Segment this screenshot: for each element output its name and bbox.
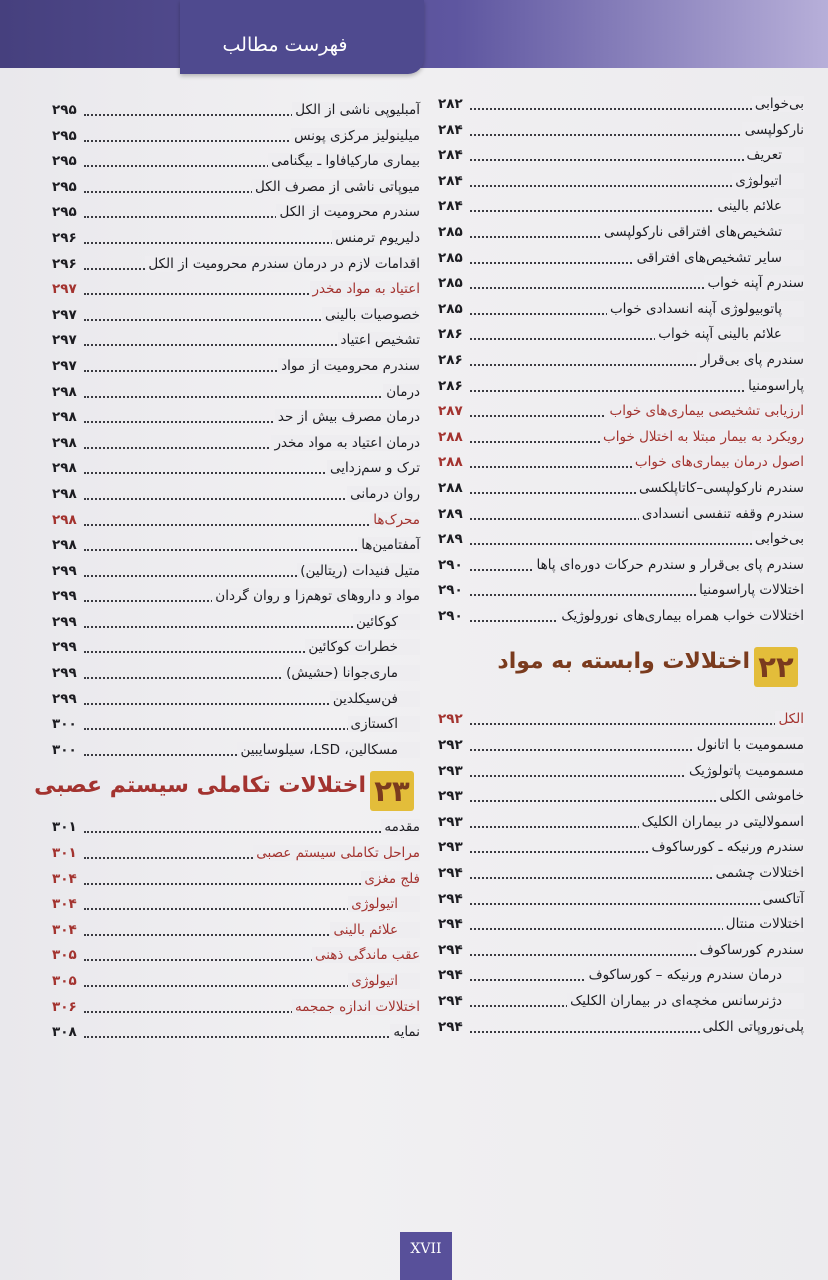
toc-entry <box>438 963 804 989</box>
toc-entry-title: نارکولپسی <box>742 122 804 138</box>
toc-entry-page: ۲۸۹ <box>438 531 463 548</box>
toc-entry-page: ۲۹۴ <box>438 1018 463 1035</box>
toc-entry <box>438 707 804 733</box>
toc-entry-title: سندرم محرومیت از الکل <box>276 204 420 220</box>
toc-list-sleep <box>438 92 804 629</box>
toc-entry-page: ۲۹۶ <box>52 255 77 272</box>
toc-entry-page: ۲۹۹ <box>52 613 77 630</box>
toc-entry <box>52 226 420 252</box>
toc-entry <box>52 584 420 610</box>
toc-entry-title: کوکائین <box>353 614 420 630</box>
toc-entry-title: بیماری مارکیافاوا ـ بیگنامی <box>268 153 420 169</box>
toc-entry-page: ۳۰۴ <box>52 896 77 913</box>
toc-entry <box>438 912 804 938</box>
toc-entry-page: ۲۸۷ <box>438 403 463 420</box>
toc-entry <box>438 271 804 297</box>
toc-entry-title: اتیولوژی <box>348 973 420 989</box>
toc-entry <box>438 578 804 604</box>
toc-entry-page: ۲۸۸ <box>438 479 463 496</box>
chapter-number: ۲۳ <box>370 771 414 811</box>
toc-entry <box>52 892 420 918</box>
toc-entry-title: الکل <box>775 711 804 727</box>
toc-entry-page: ۲۸۵ <box>438 223 463 240</box>
toc-entry-title: اسمولالیتی در بیماران الکلیک <box>639 814 804 830</box>
toc-entry-title: اختلالات منتال <box>723 916 804 932</box>
toc-entry-title: علائم بالینی <box>330 922 420 938</box>
toc-entry-title: مسمومیت پاتولوژیک <box>686 763 804 779</box>
toc-entry-page: ۲۸۶ <box>438 377 463 394</box>
toc-entry <box>52 1020 420 1046</box>
toc-entry-title: میلینولیز مرکزی پونس <box>291 128 420 144</box>
toc-entry-title: ارزیابی تشخیصی بیماری‌های خواب <box>606 403 804 419</box>
toc-entry-page: ۲۸۹ <box>438 505 463 522</box>
toc-entry-page: ۲۸۴ <box>438 172 463 189</box>
toc-entry-title: درمان اعتیاد به مواد مخدر <box>271 435 420 451</box>
toc-entry-page: ۲۸۵ <box>438 275 463 292</box>
toc-entry <box>52 354 420 380</box>
toc-entry-title: اقدامات لازم در درمان سندرم محرومیت از الکل <box>145 256 420 272</box>
toc-entry <box>52 124 420 150</box>
toc-entry-title: میوپاتی ناشی از مصرف الکل <box>252 179 420 195</box>
toc-entry <box>438 502 804 528</box>
toc-entry <box>52 405 420 431</box>
toc-list-developmental <box>52 815 420 1045</box>
toc-entry <box>438 835 804 861</box>
toc-entry <box>52 149 420 175</box>
toc-entry-page: ۲۹۶ <box>52 229 77 246</box>
toc-entry-page: ۲۹۷ <box>52 306 77 323</box>
toc-entry-page: ۲۹۸ <box>52 485 77 502</box>
toc-entry-page: ۲۹۳ <box>438 762 463 779</box>
toc-entry-page: ۲۹۸ <box>52 460 77 477</box>
toc-entry <box>52 815 420 841</box>
toc-entry <box>52 559 420 585</box>
toc-entry <box>52 380 420 406</box>
toc-entry-page: ۲۹۹ <box>52 562 77 579</box>
toc-entry-title: سندرم کورساکوف <box>697 942 804 958</box>
toc-entry-title: اعتیاد به مواد مخدر <box>310 281 420 297</box>
toc-entry-page: ۲۹۳ <box>438 813 463 830</box>
toc-entry-page: ۲۹۹ <box>52 588 77 605</box>
toc-entry-page: ۲۸۵ <box>438 300 463 317</box>
toc-entry <box>52 175 420 201</box>
toc-entry-title: رویکرد به بیمار مبتلا به اختلال خواب <box>600 429 804 445</box>
toc-entry <box>52 303 420 329</box>
toc-entry-page: ۲۹۴ <box>438 916 463 933</box>
toc-entry <box>438 220 804 246</box>
toc-entry-page: ۲۹۵ <box>52 178 77 195</box>
toc-entry-page: ۳۰۶ <box>52 998 77 1015</box>
toc-entry <box>52 635 420 661</box>
toc-entry <box>52 610 420 636</box>
toc-entry-page: ۲۹۹ <box>52 665 77 682</box>
toc-entry-page: ۳۰۵ <box>52 973 77 989</box>
toc-entry <box>438 887 804 913</box>
toc-entry <box>438 553 804 579</box>
toc-entry <box>52 456 420 482</box>
toc-entry <box>438 759 804 785</box>
toc-entry-page: ۲۸۴ <box>438 198 463 215</box>
toc-entry-page: ۲۸۶ <box>438 351 463 368</box>
toc-entry-title: سندرم وقفه تنفسی انسدادی <box>639 506 804 522</box>
toc-entry <box>438 989 804 1015</box>
chapter-title: اختلالات تکاملی سیستم عصبی <box>34 773 366 799</box>
toc-entry-title: ترک و سم‌زدایی <box>327 460 420 476</box>
chapter-number: ۲۲ <box>754 647 798 687</box>
toc-entry-title: مراحل تکاملی سیستم عصبی <box>253 845 420 861</box>
toc-entry-page: ۲۹۹ <box>52 690 77 707</box>
toc-entry-title: اختلالات خواب همراه بیماری‌های نورولوژیک <box>558 608 804 624</box>
toc-entry-title: دژنرسانس مخچه‌ای در بیماران الکلیک <box>567 993 804 1009</box>
toc-entry-title: اتیولوژی <box>348 896 420 912</box>
toc-entry <box>52 943 420 969</box>
toc-entry-title: درمان سندرم ورنیکه – کورساکوف <box>586 967 804 983</box>
toc-entry-title: آتاکسی <box>760 891 804 907</box>
toc-entry-page: ۲۹۲ <box>438 737 463 754</box>
chapter-title: اختلالات وابسته به مواد <box>497 649 750 675</box>
toc-list-addiction <box>52 98 420 763</box>
toc-entry <box>52 687 420 713</box>
toc-entry-title: پاراسومنیا <box>745 378 804 394</box>
toc-entry-page: ۲۹۵ <box>52 153 77 170</box>
toc-entry-page: ۲۹۸ <box>52 383 77 400</box>
chapter-23-heading <box>34 767 420 815</box>
dot-leader <box>84 1036 420 1038</box>
toc-entry <box>438 92 804 118</box>
toc-entry-title: پاتوبیولوژی آپنه انسدادی خواب <box>607 301 804 317</box>
chapter-22-heading <box>438 643 804 699</box>
toc-entry <box>52 200 420 226</box>
toc-entry-title: عقب ماندگی ذهنی <box>312 947 420 963</box>
toc-entry <box>52 738 420 764</box>
toc-entry-title: سندرم ورنیکه ـ کورساکوف <box>649 839 804 855</box>
toc-entry <box>52 508 420 534</box>
toc-entry <box>438 194 804 220</box>
toc-entry-title: نمایه <box>390 1024 420 1040</box>
toc-entry <box>52 252 420 278</box>
toc-list-substance <box>438 707 804 1040</box>
toc-entry <box>52 995 420 1021</box>
toc-entry-page: ۲۸۵ <box>438 249 463 266</box>
toc-entry <box>438 476 804 502</box>
toc-entry-page: ۳۰۰ <box>52 716 77 733</box>
toc-entry-page: ۲۹۰ <box>438 556 463 573</box>
toc-entry-page: ۲۸۸ <box>438 428 463 445</box>
toc-entry-title: درمان <box>383 384 420 400</box>
toc-entry <box>52 328 420 354</box>
toc-entry-page: ۲۹۴ <box>438 967 463 984</box>
toc-entry <box>438 938 804 964</box>
toc-entry <box>52 98 420 124</box>
toc-entry-title: درمان مصرف بیش از حد <box>275 409 420 425</box>
toc-entry-title: سندرم پای بی‌قرار <box>697 352 804 368</box>
toc-entry-page: ۲۹۳ <box>438 788 463 805</box>
toc-entry <box>52 533 420 559</box>
toc-entry-title: مواد و داروهای توهم‌زا و روان گردان <box>212 588 420 604</box>
toc-entry-page: ۲۸۴ <box>438 147 463 164</box>
toc-entry-page: ۳۰۴ <box>52 870 77 887</box>
toc-entry-page: ۲۸۶ <box>438 326 463 343</box>
toc-entry-page: ۳۰۰ <box>52 741 77 758</box>
toc-entry-title: مسکالین، LSD، سیلوسایبین <box>237 742 420 758</box>
toc-entry <box>438 450 804 476</box>
toc-entry-title: آمبلیوپی ناشی از الکل <box>292 102 420 118</box>
toc-entry-title: سندرم محرومیت از مواد <box>278 358 420 374</box>
page-title: فهرست مطالب <box>222 34 348 56</box>
toc-entry <box>52 661 420 687</box>
toc-entry-title: فلج مغزی <box>361 871 420 887</box>
toc-entry-page: ۲۹۴ <box>438 890 463 907</box>
toc-entry-page: ۲۹۵ <box>52 127 77 144</box>
toc-entry-title: روان درمانی <box>347 486 420 502</box>
toc-entry-title: دلیریوم ترمنس <box>332 230 420 246</box>
toc-entry <box>52 712 420 738</box>
toc-entry-title: ماری‌جوانا (حشیش) <box>283 665 420 681</box>
toc-entry-title: خاموشی الکلی <box>716 788 804 804</box>
dot-leader <box>84 831 420 833</box>
toc-entry <box>438 810 804 836</box>
toc-entry-page: ۲۹۷ <box>52 332 77 349</box>
toc-entry <box>438 297 804 323</box>
toc-entry-title: مقدمه <box>381 819 420 835</box>
toc-entry <box>438 733 804 759</box>
toc-entry <box>438 1015 804 1041</box>
toc-entry-title: اکستازی <box>348 716 421 732</box>
toc-entry <box>52 867 420 893</box>
toc-left-column <box>34 98 420 1046</box>
toc-entry-title: اختلالات چشمی <box>713 865 804 881</box>
toc-entry-page: ۲۸۸ <box>438 454 463 471</box>
toc-entry <box>438 374 804 400</box>
toc-entry-title: مسمومیت با اتانول <box>694 737 804 753</box>
toc-entry <box>438 169 804 195</box>
dot-leader <box>84 396 420 398</box>
toc-entry-title: فن‌سیکلدین <box>330 691 420 707</box>
toc-entry <box>52 969 420 995</box>
toc-entry <box>52 841 420 867</box>
toc-entry-page: ۲۹۵ <box>52 102 77 118</box>
toc-entry <box>438 861 804 887</box>
toc-entry <box>438 348 804 374</box>
toc-entry-page: ۲۹۷ <box>52 357 77 374</box>
toc-entry <box>438 143 804 169</box>
page-number: XVII <box>400 1232 452 1280</box>
toc-entry-title: تعریف <box>744 147 804 163</box>
toc-entry-title: سندرم نارکولپسی–کاتاپلکسی <box>636 480 804 496</box>
toc-entry-page: ۲۹۸ <box>52 409 77 426</box>
toc-entry-title: تشخیص اعتیاد <box>338 332 421 348</box>
dot-leader <box>470 723 804 725</box>
toc-entry-title: علائم بالینی <box>714 198 804 214</box>
toc-entry-page: ۲۹۰ <box>438 582 463 599</box>
toc-entry-title: سایر تشخیص‌های افتراقی <box>634 250 804 266</box>
toc-entry-page: ۲۹۵ <box>52 204 77 221</box>
toc-entry-title: متیل فنیدات (ریتالین) <box>297 563 420 579</box>
toc-entry-title: خصوصیات بالینی <box>322 307 420 323</box>
toc-entry-page: ۳۰۸ <box>52 1024 77 1041</box>
toc-entry-title: بی‌خوابی <box>752 531 804 547</box>
toc-entry-page: ۲۸۴ <box>438 121 463 138</box>
toc-entry-page: ۲۹۹ <box>52 639 77 656</box>
toc-entry <box>438 425 804 451</box>
toc-entry <box>52 277 420 303</box>
toc-entry-page: ۲۹۴ <box>438 865 463 882</box>
toc-entry-title: آمفتامین‌ها <box>358 537 420 553</box>
toc-entry-page: ۲۹۴ <box>438 941 463 958</box>
toc-entry <box>52 482 420 508</box>
toc-entry-title: تشخیص‌های افتراقی نارکولپسی <box>601 224 804 240</box>
toc-entry-title: اختلالات اندازه جمجمه <box>292 999 420 1015</box>
toc-entry-title: سندرم آپنه خواب <box>704 275 804 291</box>
toc-entry <box>438 399 804 425</box>
toc-entry-page: ۳۰۴ <box>52 921 77 938</box>
toc-entry-page: ۲۹۸ <box>52 537 77 554</box>
toc-entry-page: ۲۹۸ <box>52 434 77 451</box>
toc-entry-title: سندرم پای بی‌قرار و سندرم حرکات دوره‌ای پاها <box>534 557 804 573</box>
toc-entry <box>438 246 804 272</box>
toc-entry-page: ۲۹۳ <box>438 839 463 856</box>
toc-entry-page: ۳۰۱ <box>52 845 77 862</box>
toc-entry <box>438 604 804 630</box>
dot-leader <box>470 903 804 905</box>
toc-entry <box>52 431 420 457</box>
toc-entry-page: ۲۹۲ <box>438 711 463 728</box>
toc-entry-title: بی‌خوابی <box>752 96 804 112</box>
toc-entry-title: خطرات کوکائین <box>305 639 420 655</box>
toc-entry-page: ۲۹۴ <box>438 993 463 1009</box>
toc-entry-title: اختلالات پاراسومنیا <box>696 582 804 598</box>
toc-entry-title: علائم بالینی آپنه خواب <box>655 326 804 342</box>
toc-right-column <box>438 92 804 1040</box>
toc-entry-page: ۳۰۵ <box>52 947 77 964</box>
toc-entry-page: ۲۹۷ <box>52 281 77 298</box>
toc-entry-title: اتیولوژی <box>732 173 804 189</box>
toc-entry <box>438 784 804 810</box>
toc-entry <box>438 527 804 553</box>
toc-entry-page: ۲۸۲ <box>438 96 463 112</box>
toc-entry <box>438 118 804 144</box>
toc-entry-title: پلی‌نوروپاتی الکلی <box>700 1019 804 1035</box>
toc-entry-title: اصول درمان بیماری‌های خواب <box>632 454 804 470</box>
toc-entry-page: ۲۹۸ <box>52 511 77 528</box>
toc-entry <box>52 918 420 944</box>
toc-entry <box>438 322 804 348</box>
toc-entry-page: ۳۰۱ <box>52 819 77 836</box>
toc-entry-title: محرک‌ها <box>370 512 420 528</box>
toc-entry-page: ۲۹۰ <box>438 607 463 624</box>
